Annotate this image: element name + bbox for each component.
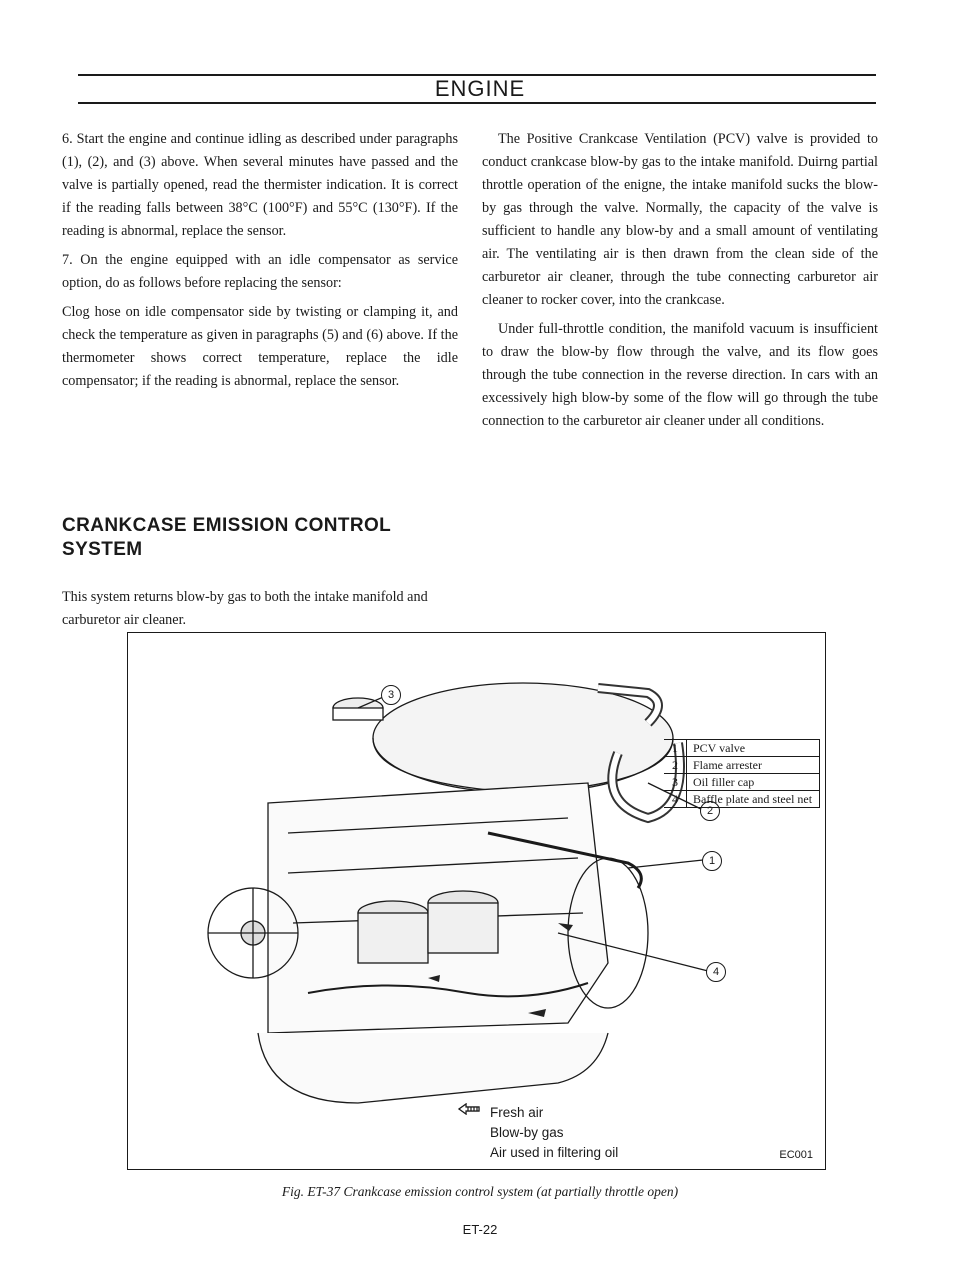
paragraph-7: 7. On the engine equipped with an idle compensator as service option, do as follows before replacing the sensor: xyxy=(62,252,458,291)
callout-4: 4 xyxy=(706,962,726,982)
section-body: This system returns blow-by gas to both the intake manifold and carburetor air cleaner. xyxy=(62,589,428,628)
legend-row xyxy=(664,757,820,774)
legend-row xyxy=(664,774,820,791)
flow-key xyxy=(458,1103,618,1163)
legend-number: 3 xyxy=(664,774,687,791)
page-number: ET-22 xyxy=(462,1222,498,1237)
engine-figure xyxy=(127,632,826,1170)
legend-row xyxy=(664,791,820,808)
callout-1: 1 xyxy=(702,851,722,871)
pcv-intro-paragraph: The Positive Crankcase Ventilation (PCV) valve is provided to conduct crankcase blow-by gas to the intake manifold. Duirng partial throttle operation of the enigne, the intake manifold sucks the blow-by gas through the valve. Normally, the capacity of the valve is sufficient to handle any blow-by and a small amount of ventilating air. The ventilating air is then drawn from the clean side of the carburetor air cleaner, through the tube connecting carburetor air cleaner to rocker cover, into the crankcase. xyxy=(482,131,878,308)
figure-legend xyxy=(664,739,820,808)
full-throttle-paragraph: Under full-throttle condition, the manifold vacuum is insufficient to draw the blow-by flow through the valve, and its flow goes through the tube connection in the reverse direction. In cars with an excessively high blow-by some of the flow will go through the tube connection to the carburetor air cleaner under all conditions. xyxy=(482,321,878,429)
right-column xyxy=(482,128,878,439)
section-heading-line-2: SYSTEM xyxy=(62,539,143,560)
legend-row xyxy=(664,740,820,757)
key-row-fresh-air xyxy=(458,1103,618,1123)
key-label-filter-air: Air used in filtering oil xyxy=(490,1145,619,1160)
page-header xyxy=(0,76,960,102)
key-row-blow-by xyxy=(458,1123,618,1143)
legend-desc: Baffle plate and steel net xyxy=(687,791,820,808)
legend-number: 2 xyxy=(664,757,687,774)
section-heading xyxy=(62,514,482,562)
paragraph-7-detail: Clog hose on idle compensator side by twisting or clamping it, and check the temperature as given in paragraphs (5) and (6) above. If the thermometer shows correct temperature, replace the idle compensator; if the reading is abnormal, replace the sensor. xyxy=(62,304,458,389)
figure-code: EC001 xyxy=(779,1149,813,1161)
header-title: ENGINE xyxy=(421,76,539,101)
legend-desc: Flame arrester xyxy=(687,757,820,774)
header-rule-bottom xyxy=(78,102,876,104)
key-label-fresh-air: Fresh air xyxy=(490,1105,544,1120)
legend-number: 4 xyxy=(664,791,687,808)
key-label-blow-by: Blow-by gas xyxy=(490,1125,564,1140)
section-heading-line-1: CRANKCASE EMISSION CONTROL xyxy=(62,515,392,536)
figure-caption: Fig. ET-37 Crankcase emission control system (at partially throttle open) xyxy=(281,1184,679,1199)
engine-illustration xyxy=(128,633,827,1171)
legend-number: 1 xyxy=(664,740,687,757)
legend-desc: Oil filler cap xyxy=(687,774,820,791)
left-column xyxy=(62,128,458,399)
key-row-filter-air xyxy=(458,1143,618,1163)
callout-2: 2 xyxy=(700,801,720,821)
callout-3: 3 xyxy=(381,685,401,705)
paragraph-6: 6. Start the engine and continue idling as described under paragraphs (1), (2), and (3) above. When several minutes have passed and the valve is partially opened, read the thermister indication. It is correct if the reading falls between 38°C (100°F) and 55°C (130°F). If the reading is abnormal, replace the sensor. xyxy=(62,131,458,239)
legend-desc: PCV valve xyxy=(687,740,820,757)
